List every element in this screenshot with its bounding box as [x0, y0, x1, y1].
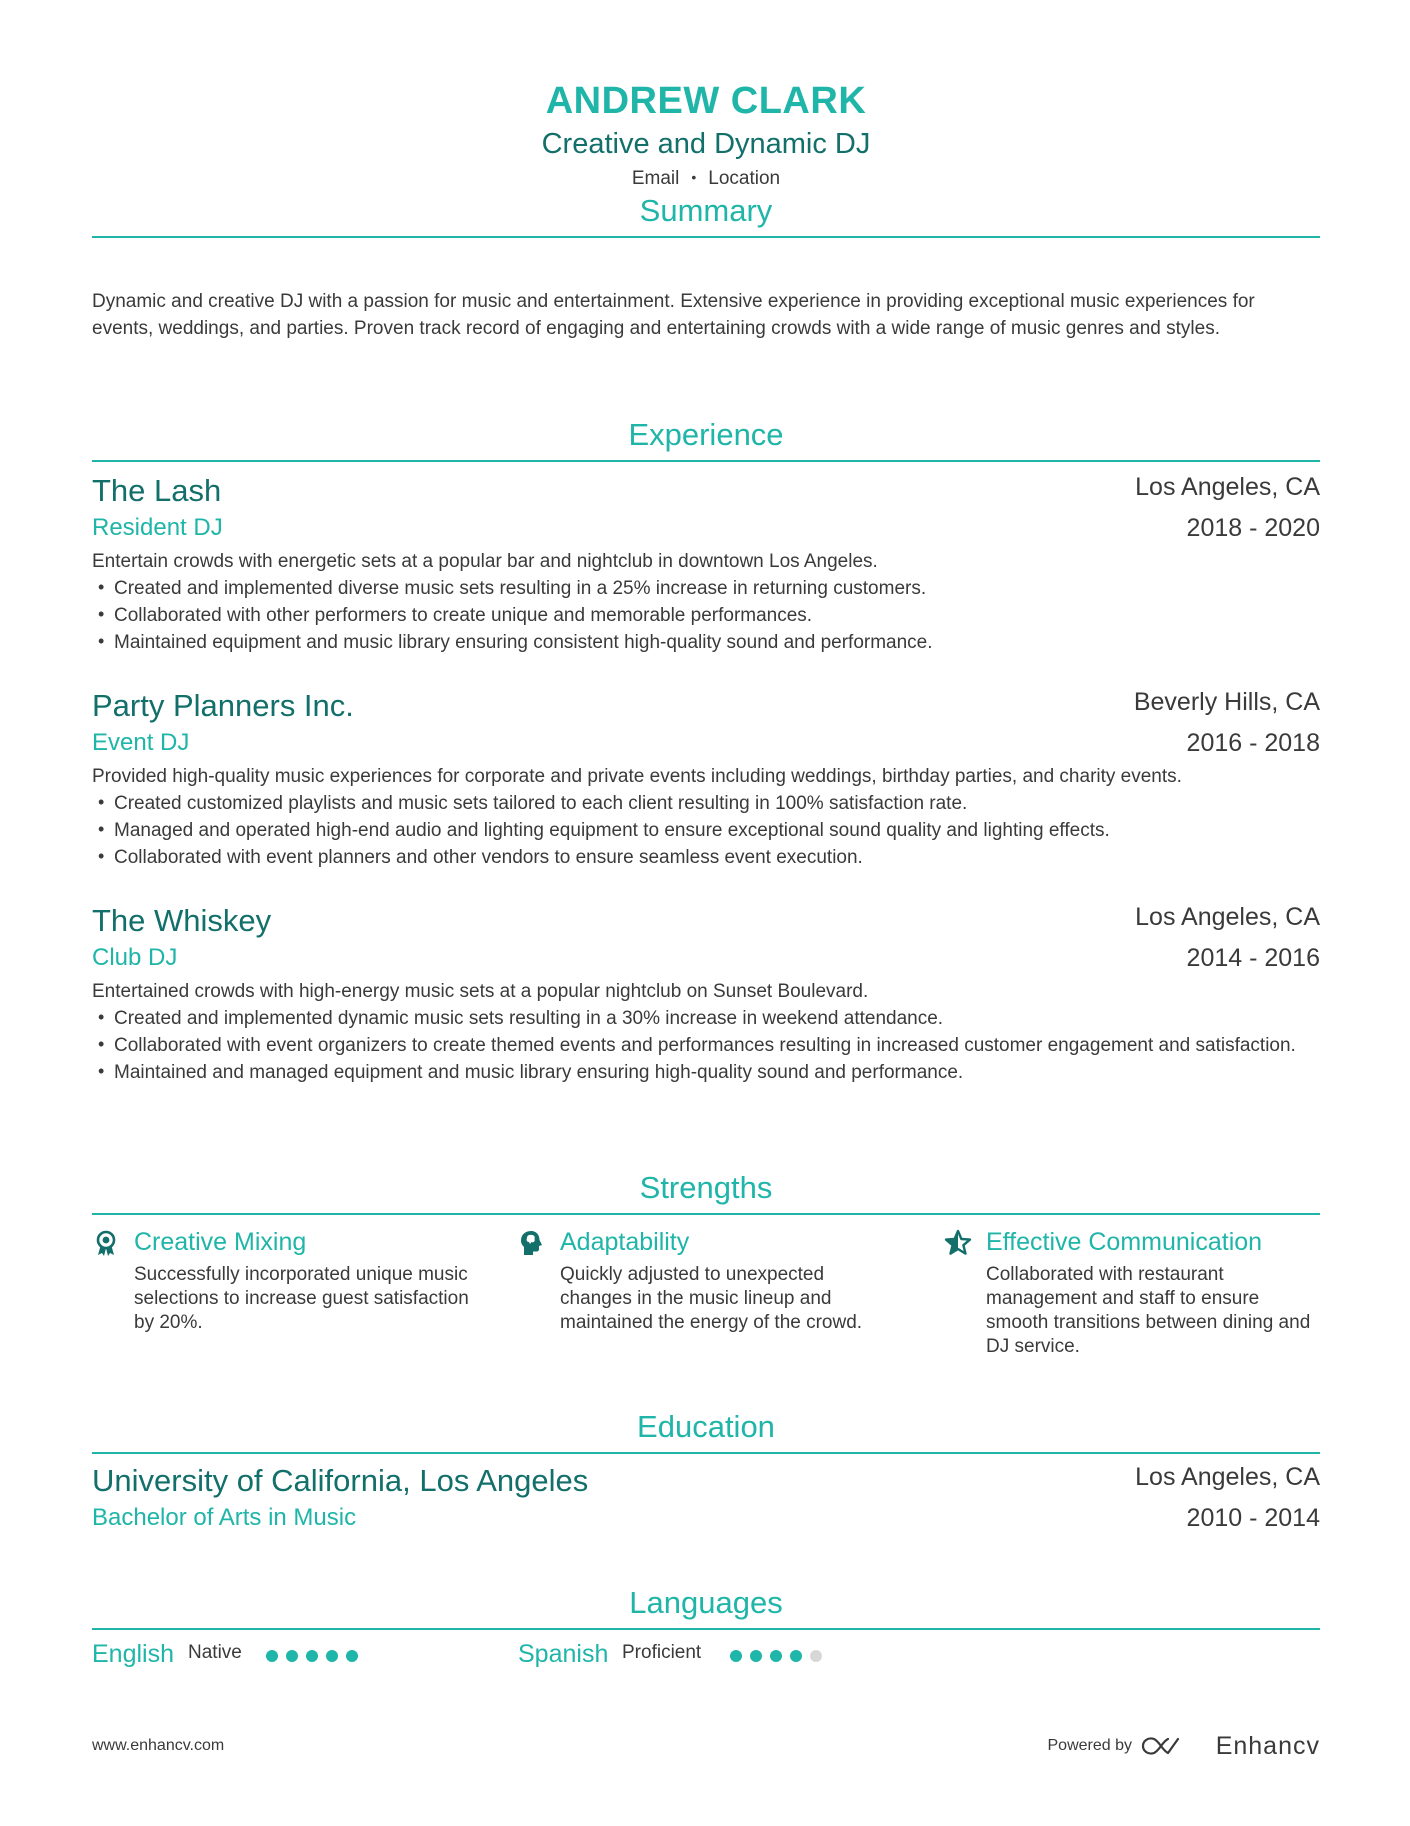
resume-header [92, 78, 1320, 192]
award-ribbon-icon [92, 1229, 120, 1257]
experience-title: Experience [628, 417, 784, 452]
education-dates: 2010 - 2014 [1186, 1504, 1320, 1532]
strengths-list [92, 1225, 1320, 1365]
brand-name: Enhancv [1215, 1732, 1320, 1760]
language-name: English [92, 1640, 174, 1668]
job-bullet: • Created customized playlists and music sets tailored to each client resulting in 100% satisfaction rate. [92, 790, 1320, 817]
footer-website[interactable]: www.enhancv.com [92, 1737, 225, 1754]
job-bullet: • Collaborated with event organizers to create themed events and performances resulting in increased customer engagement and satisfaction. [92, 1032, 1320, 1059]
star-icon [944, 1229, 972, 1257]
job-dates: 2018 - 2020 [1186, 514, 1320, 542]
job-description: Provided high-quality music experiences for corporate and private events including weddings, birthday parties, and charity events. [92, 766, 1182, 787]
language-item [518, 1637, 918, 1671]
contact-location: Location [708, 168, 781, 189]
rating-dot-filled [286, 1650, 298, 1662]
experience-item [92, 472, 1320, 656]
rating-dot-filled [346, 1650, 358, 1662]
strength-description: Successfully incorporated unique music selections to increase guest satisfaction by 20%. [134, 1264, 469, 1333]
candidate-name: ANDREW CLARK [545, 80, 867, 122]
language-level: Proficient [622, 1642, 702, 1663]
job-location: Los Angeles, CA [1135, 903, 1320, 931]
job-bullet: • Maintained equipment and music library ensuring consistent high-quality sound and performance. [92, 629, 1320, 656]
contact-line [92, 164, 1320, 192]
job-bullets [92, 1005, 1320, 1086]
candidate-title: Creative and Dynamic DJ [541, 128, 871, 160]
contact-email[interactable]: Email [631, 168, 680, 189]
section-divider [92, 236, 1320, 238]
section-divider [92, 1628, 1320, 1630]
education-item [92, 1462, 1320, 1536]
languages-heading [92, 1584, 1320, 1630]
section-divider [92, 1452, 1320, 1454]
job-dates: 2016 - 2018 [1186, 729, 1320, 757]
job-bullet: • Collaborated with other performers to create unique and memorable performances. [92, 602, 1320, 629]
strength-title: Effective Communication [986, 1228, 1263, 1256]
job-bullet: • Maintained and managed equipment and music library ensuring high-quality sound and performance. [92, 1059, 1320, 1086]
rating-dot-filled [790, 1650, 802, 1662]
job-dates: 2014 - 2016 [1186, 944, 1320, 972]
strengths-title: Strengths [639, 1170, 773, 1205]
strengths-heading [92, 1169, 1320, 1215]
strength-description: Collaborated with restaurant management and staff to ensure smooth transitions between dining and DJ service. [986, 1264, 1311, 1357]
section-divider [92, 1213, 1320, 1215]
job-role: Event DJ [92, 729, 190, 756]
head-brain-icon [518, 1229, 546, 1257]
strength-title: Creative Mixing [134, 1228, 307, 1256]
summary-heading [92, 192, 1320, 238]
section-divider [92, 460, 1320, 462]
rating-dot-filled [770, 1650, 782, 1662]
job-bullets [92, 575, 1320, 656]
languages-title: Languages [629, 1585, 783, 1620]
language-rating [730, 1649, 830, 1661]
job-bullets [92, 790, 1320, 871]
strength-description: Quickly adjusted to unexpected changes in the music lineup and maintained the energy of the crowd. [560, 1264, 863, 1333]
education-heading [92, 1408, 1320, 1454]
school-location: Los Angeles, CA [1135, 1463, 1320, 1491]
school-name: University of California, Los Angeles [92, 1463, 589, 1498]
job-location: Los Angeles, CA [1135, 473, 1320, 501]
education-title: Education [637, 1409, 775, 1444]
language-name: Spanish [518, 1640, 609, 1668]
rating-dot-filled [306, 1650, 318, 1662]
contact-separator: • [691, 169, 697, 185]
footer-branding [1000, 1728, 1320, 1764]
language-level: Native [188, 1642, 242, 1663]
rating-dot-filled [730, 1650, 742, 1662]
experience-item [92, 687, 1320, 871]
language-rating [266, 1649, 366, 1661]
degree-name: Bachelor of Arts in Music [92, 1504, 357, 1531]
experience-heading [92, 416, 1320, 462]
job-bullet: • Created and implemented dynamic music sets resulting in a 30% increase in weekend attendance. [92, 1005, 1320, 1032]
job-role: Club DJ [92, 944, 178, 971]
summary-text: Dynamic and creative DJ with a passion for music and entertainment. Extensive experience in providing exceptional music experiences for events, weddings, and parties. Proven track record of engaging and entertaining crowds with a wide range of music genres and styles. [92, 291, 1255, 339]
resume-page [92, 0, 1320, 1826]
rating-dot-filled [266, 1650, 278, 1662]
rating-dot-empty [810, 1650, 822, 1662]
job-description: Entertained crowds with high-energy music sets at a popular nightclub on Sunset Boulevard. [92, 981, 869, 1002]
strength-title: Adaptability [560, 1228, 690, 1256]
job-location: Beverly Hills, CA [1133, 688, 1320, 716]
company-name: The Lash [92, 473, 222, 508]
job-role: Resident DJ [92, 514, 223, 541]
company-name: The Whiskey [92, 903, 272, 938]
language-item [92, 1637, 492, 1671]
experience-item [92, 902, 1320, 1086]
job-description: Entertain crowds with energetic sets at a popular bar and nightclub in downtown Los Angeles. [92, 551, 878, 572]
job-bullet: • Created and implemented diverse music sets resulting in a 25% increase in returning customers. [92, 575, 1320, 602]
powered-by-label: Powered by [1047, 1737, 1132, 1754]
company-name: Party Planners Inc. [92, 688, 354, 723]
rating-dot-filled [750, 1650, 762, 1662]
job-bullet: • Managed and operated high-end audio and lighting equipment to ensure exceptional sound quality and lighting effects. [92, 817, 1320, 844]
summary-title: Summary [639, 193, 773, 228]
enhancv-logo-icon [1140, 1734, 1182, 1758]
job-bullet: • Collaborated with event planners and other vendors to ensure seamless event execution. [92, 844, 1320, 871]
rating-dot-filled [326, 1650, 338, 1662]
